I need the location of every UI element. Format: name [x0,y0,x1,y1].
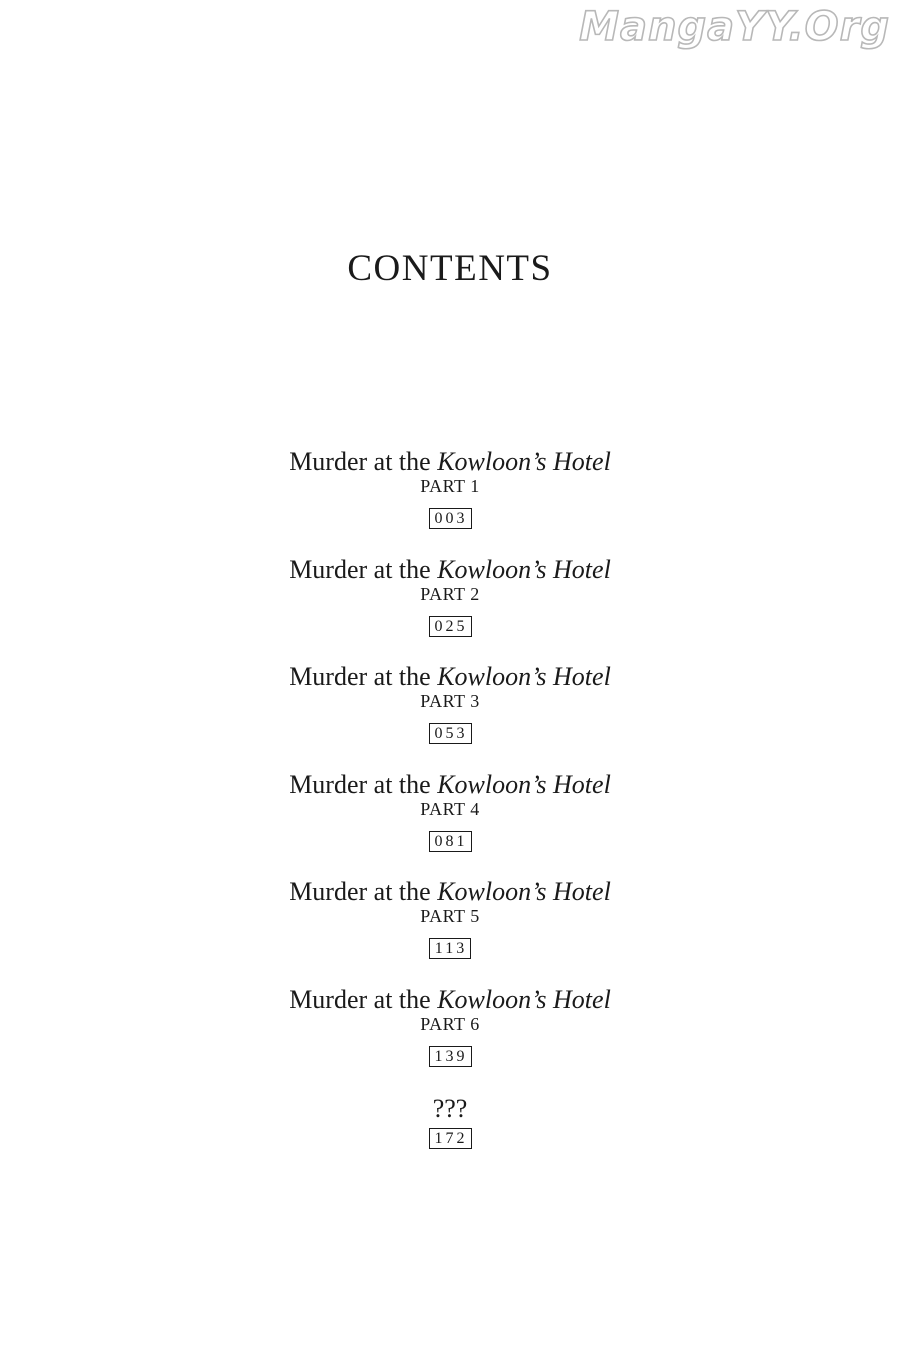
page-number-box: 081 [429,831,472,852]
entry-title [0,555,900,585]
page-number-box: 003 [429,508,472,529]
site-watermark: MangaYY.Org [579,4,890,50]
entry-part-label: PART 5 [420,906,480,926]
toc-entry-part-2 [0,555,900,663]
entry-title [0,447,900,477]
toc-entry-part-6 [0,985,900,1093]
entry-part-label: PART 1 [420,476,480,496]
entry-part-label: PART 3 [420,691,480,711]
entry-title-plain: Murder at the [289,554,438,584]
entry-title-italic: Kowloon’s Hotel [437,662,611,691]
table-of-contents [0,447,900,1149]
entry-title [0,770,900,800]
entry-part-label: PART 6 [420,1013,480,1034]
entry-title-italic: Kowloon’s Hotel [437,447,611,476]
entry-title-plain: Murder at the [289,877,438,906]
contents-heading: CONTENTS [347,247,553,289]
page-number-box: 172 [429,1128,472,1149]
entry-title-italic: Kowloon’s Hotel [437,554,611,584]
toc-entry-part-4 [0,770,900,878]
toc-entry-part-5 [0,877,900,985]
entry-title-plain: Murder at the [289,447,438,476]
page-number-box: 053 [429,723,472,744]
entry-part-label: PART 4 [420,798,480,819]
entry-title [0,985,900,1015]
entry-title-plain: Murder at the [289,662,438,691]
entry-title-plain: Murder at the [289,769,438,799]
entry-title-italic: Kowloon’s Hotel [437,877,611,906]
toc-entry-final [0,1094,900,1149]
entry-title-italic: Kowloon’s Hotel [437,984,611,1014]
page-number-box: 025 [429,616,472,637]
page-number-box: 113 [429,938,471,959]
entry-title-italic: Kowloon’s Hotel [437,769,611,799]
entry-title-plain: Murder at the [289,984,438,1014]
toc-entry-part-3 [0,662,900,770]
entry-part-label: PART 2 [420,583,480,604]
final-entry-title: ??? [432,1094,468,1123]
toc-entry-part-1 [0,447,900,555]
page-number-box: 139 [429,1046,472,1067]
entry-title [0,877,900,907]
entry-title [0,662,900,692]
